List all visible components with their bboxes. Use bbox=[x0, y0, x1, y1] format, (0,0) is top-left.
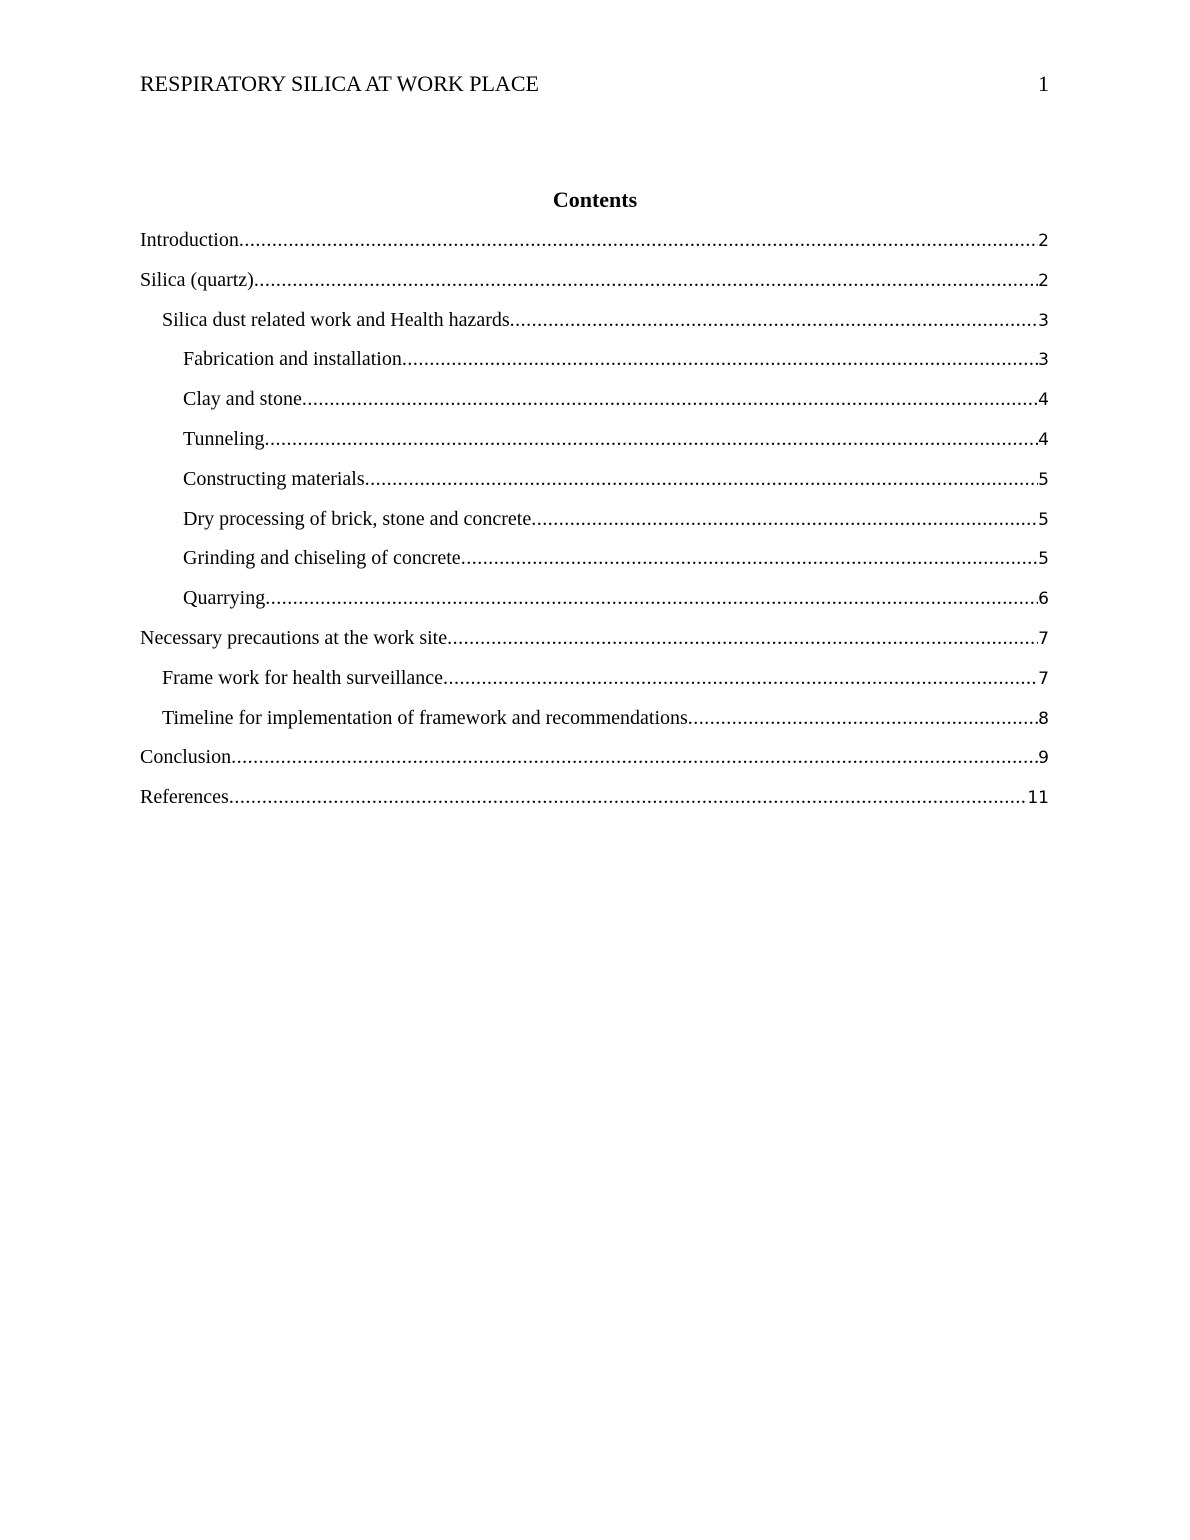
toc-entry-page: 5 bbox=[1038, 549, 1049, 570]
toc-entry-page: 11 bbox=[1027, 788, 1049, 809]
toc-entry-text: Tunneling bbox=[183, 427, 265, 450]
toc-leader-dots bbox=[688, 704, 1038, 732]
toc-entry-references[interactable] bbox=[140, 783, 1049, 823]
toc-entry-page: 5 bbox=[1038, 509, 1049, 530]
toc-entry-silica-quartz[interactable] bbox=[140, 266, 1049, 306]
toc-entry-page: 2 bbox=[1038, 270, 1049, 291]
toc-leader-dots bbox=[265, 425, 1039, 453]
toc-entry-page: 6 bbox=[1038, 589, 1049, 610]
toc-leader-dots bbox=[265, 584, 1038, 612]
toc-entry-page: 7 bbox=[1038, 668, 1049, 689]
table-of-contents bbox=[140, 226, 1049, 823]
toc-leader-dots bbox=[402, 345, 1038, 373]
toc-entry-text: Clay and stone bbox=[183, 388, 302, 411]
toc-entry-quarrying[interactable] bbox=[140, 584, 1049, 624]
toc-entry-text: Timeline for implementation of framework and recommendations bbox=[162, 706, 688, 729]
toc-leader-dots bbox=[239, 226, 1038, 254]
toc-entry-page: 2 bbox=[1038, 231, 1049, 251]
toc-entry-text: Silica dust related work and Health hazards bbox=[162, 308, 510, 331]
toc-entry-silica-dust-hazards[interactable] bbox=[140, 306, 1049, 346]
toc-entry-health-surveillance[interactable] bbox=[140, 664, 1049, 704]
toc-entry-text: Grinding and chiseling of concrete bbox=[183, 547, 461, 570]
toc-entry-page: 5 bbox=[1038, 469, 1049, 490]
toc-leader-dots bbox=[531, 505, 1038, 533]
toc-entry-precautions[interactable] bbox=[140, 624, 1049, 664]
toc-leader-dots bbox=[229, 783, 1028, 811]
toc-entry-conclusion[interactable] bbox=[140, 743, 1049, 783]
toc-entry-timeline[interactable] bbox=[140, 704, 1049, 744]
page-header bbox=[140, 70, 1049, 98]
page-number: 1 bbox=[1038, 71, 1049, 96]
toc-entry-page: 9 bbox=[1038, 748, 1049, 769]
toc-entry-page: 7 bbox=[1038, 628, 1049, 649]
toc-leader-dots bbox=[302, 385, 1038, 413]
toc-entry-text: Quarrying bbox=[183, 587, 266, 610]
toc-entry-dry-processing[interactable] bbox=[140, 505, 1049, 545]
toc-entry-page: 4 bbox=[1038, 429, 1049, 450]
toc-entry-page: 8 bbox=[1038, 708, 1049, 729]
toc-leader-dots bbox=[231, 743, 1038, 771]
toc-leader-dots bbox=[461, 544, 1038, 572]
toc-entry-page: 4 bbox=[1038, 390, 1049, 411]
toc-leader-dots bbox=[254, 266, 1038, 294]
toc-entry-text: Conclusion bbox=[140, 746, 232, 769]
toc-entry-text: Introduction bbox=[140, 229, 239, 251]
toc-entry-text: Frame work for health surveillance bbox=[162, 666, 444, 689]
running-head-title: RESPIRATORY SILICA AT WORK PLACE bbox=[140, 71, 539, 96]
toc-leader-dots bbox=[447, 624, 1038, 652]
toc-entry-text: Necessary precautions at the work site bbox=[140, 626, 448, 649]
toc-entry-grinding-chiseling[interactable] bbox=[140, 544, 1049, 584]
toc-entry-text: Constructing materials bbox=[183, 467, 365, 490]
toc-entry-tunneling[interactable] bbox=[140, 425, 1049, 465]
toc-entry-text: References bbox=[140, 786, 229, 809]
toc-entry-clay-stone[interactable] bbox=[140, 385, 1049, 425]
toc-leader-dots bbox=[443, 664, 1038, 692]
toc-entry-introduction[interactable] bbox=[140, 226, 1049, 266]
toc-entry-text: Silica (quartz) bbox=[140, 268, 254, 291]
toc-entry-constructing-materials[interactable] bbox=[140, 465, 1049, 505]
toc-entry-page: 3 bbox=[1038, 310, 1049, 331]
toc-entry-page: 3 bbox=[1038, 350, 1049, 371]
toc-heading: Contents bbox=[552, 187, 638, 212]
toc-leader-dots bbox=[510, 306, 1039, 334]
toc-entry-fabrication[interactable] bbox=[140, 345, 1049, 385]
toc-entry-text: Dry processing of brick, stone and concrete bbox=[183, 507, 532, 530]
toc-leader-dots bbox=[365, 465, 1039, 493]
toc-entry-text: Fabrication and installation bbox=[183, 348, 402, 371]
